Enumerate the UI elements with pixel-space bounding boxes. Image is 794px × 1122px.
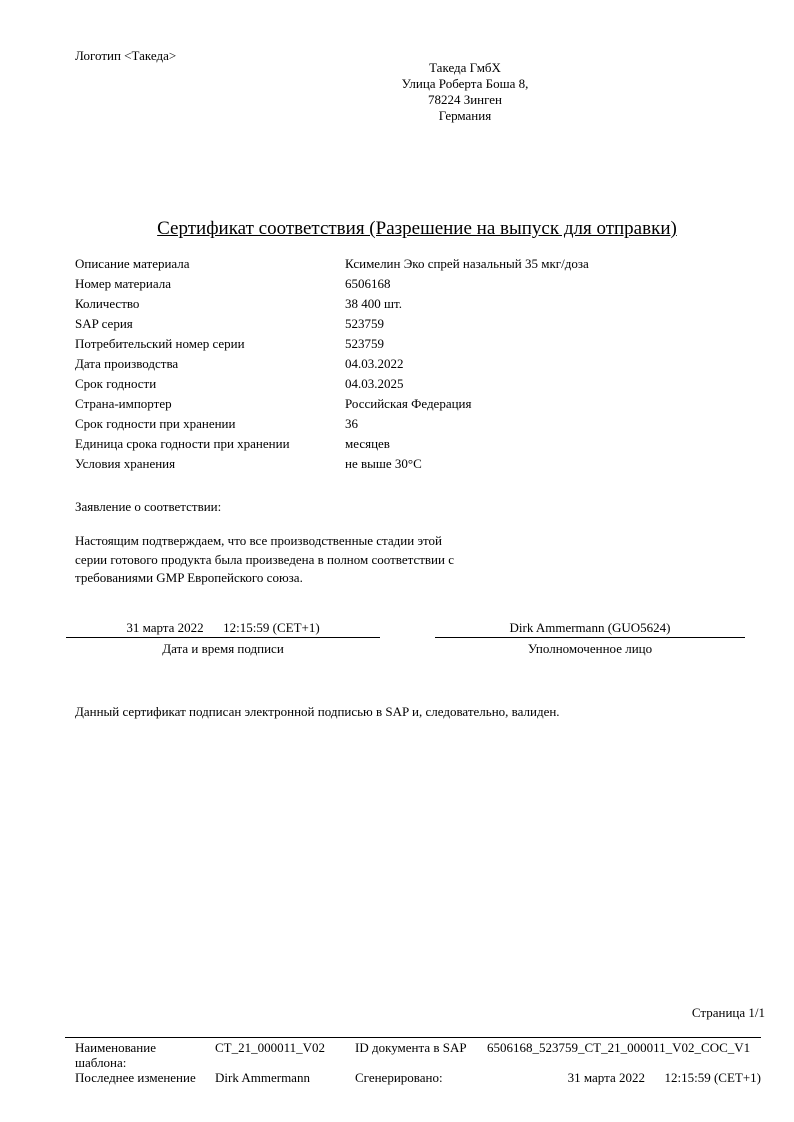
detail-row-material-description [75, 254, 765, 274]
detail-label: Описание материала [75, 256, 190, 271]
detail-label: Страна-импортер [75, 396, 172, 411]
detail-row-consumer-batch-number [75, 334, 765, 354]
company-address-block [325, 60, 605, 124]
detail-label: Количество [75, 296, 140, 311]
page-number: Страница 1/1 [691, 1005, 765, 1020]
footer-sap-doc-id-value: 6506168_523759_CT_21_000011_V02_COC_V1 [487, 1040, 751, 1055]
detail-value: месяцев [345, 436, 390, 451]
detail-label: Срок годности [75, 376, 157, 391]
detail-label: Срок годности при хранении [75, 416, 236, 431]
detail-row-manufacture-date [75, 354, 765, 374]
electronic-signature-note: Данный сертификат подписан электронной подписью в SAP и, следовательно, валиден. [75, 704, 560, 719]
detail-value: 04.03.2022 [345, 356, 404, 371]
detail-row-importing-country [75, 394, 765, 414]
detail-label: Дата производства [75, 356, 179, 371]
signature-signer-block [435, 620, 745, 656]
detail-value: 36 [345, 416, 358, 431]
conformity-statement-body [75, 532, 535, 588]
detail-row-shelf-life-unit [75, 434, 765, 454]
detail-row-material-number [75, 274, 765, 294]
signature-signer-value: Dirk Ammermann (GUO5624) [435, 620, 745, 638]
detail-value: 38 400 шт. [345, 296, 402, 311]
footer-divider [65, 1037, 761, 1038]
statement-line: серии готового продукта была произведена в полном соответствии с [75, 551, 454, 567]
detail-label: Потребительский номер серии [75, 336, 245, 351]
detail-value: 523759 [345, 336, 384, 351]
detail-row-sap-batch [75, 314, 765, 334]
detail-row-expiry-date [75, 374, 765, 394]
footer-sap-doc-id-label: ID документа в SAP [355, 1040, 467, 1055]
detail-label: Условия хранения [75, 456, 176, 471]
document-title: Сертификат соответствия (Разрешение на выпуск для отправки) [157, 218, 677, 239]
detail-value: не выше 30°C [345, 456, 422, 471]
address-street: Улица Роберта Боша 8, [401, 76, 529, 91]
detail-row-quantity [75, 294, 765, 314]
signature-datetime-label: Дата и время подписи [162, 641, 284, 656]
signature-datetime-block [66, 620, 380, 656]
detail-label: Единица срока годности при хранении [75, 436, 290, 451]
footer-last-modified-value: Dirk Ammermann [215, 1070, 310, 1085]
footer-template-name-value: CT_21_000011_V02 [215, 1040, 326, 1055]
material-details-table [75, 254, 765, 474]
footer-generated-label: Сгенерировано: [355, 1070, 443, 1085]
footer-generated-value: 31 марта 2022 12:15:59 (CET+1) [567, 1070, 761, 1085]
signature-datetime-value: 31 марта 2022 12:15:59 (CET+1) [66, 620, 380, 638]
statement-line: требованиями GMP Европейского союза. [75, 570, 303, 586]
address-company-name: Такеда ГмбХ [429, 60, 501, 75]
footer-last-modified-label: Последнее изменение [75, 1070, 196, 1085]
detail-row-shelf-life [75, 414, 765, 434]
detail-value: 04.03.2025 [345, 376, 404, 391]
detail-value: 6506168 [345, 276, 391, 291]
statement-line: Настоящим подтверждаем, что все производственные стадии этой [75, 533, 442, 548]
address-country: Германия [438, 108, 492, 123]
detail-value: 523759 [345, 316, 384, 331]
address-city: 78224 Зинген [427, 92, 503, 107]
footer-metadata-table [75, 1041, 761, 1086]
conformity-statement-heading: Заявление о соответствии: [75, 499, 222, 514]
company-logo-placeholder: Логотип <Такеда> [75, 48, 177, 63]
detail-value: Ксимелин Эко спрей назальный 35 мкг/доза [345, 256, 589, 271]
detail-label: SAP серия [75, 316, 133, 331]
signature-signer-label: Уполномоченное лицо [527, 641, 653, 656]
detail-row-storage-conditions [75, 454, 765, 474]
footer-template-name-label: Наименование шаблона: [75, 1040, 156, 1070]
detail-label: Номер материала [75, 276, 172, 291]
detail-value: Российская Федерация [345, 396, 472, 411]
